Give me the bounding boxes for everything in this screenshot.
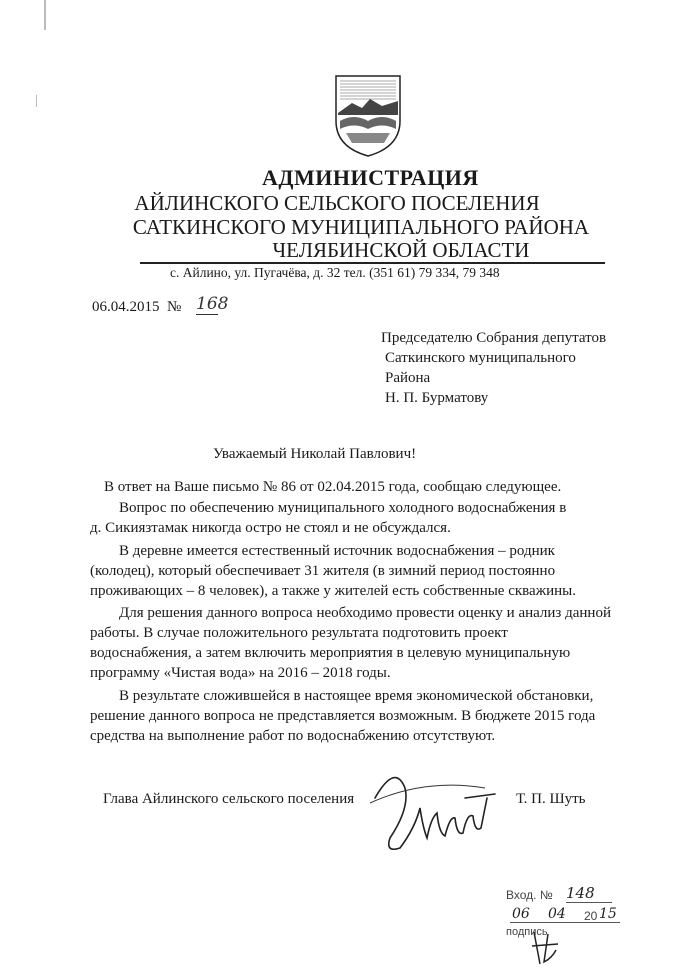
org-name-line: ЧЕЛЯБИНСКОЙ ОБЛАСТИ bbox=[272, 238, 530, 262]
body-line: Для решения данного вопроса необходимо провести оценку и анализ данной bbox=[119, 605, 611, 621]
body-line: (колодец), который обеспечивает 31 жителя (в зимний период постоянно bbox=[90, 563, 556, 579]
coat-of-arms-icon bbox=[332, 73, 404, 159]
greeting: Уважаемый Николай Павлович! bbox=[213, 446, 417, 462]
body-line: В деревне имеется естественный источник водоснабжения – родник bbox=[119, 543, 555, 559]
number-label: № bbox=[167, 299, 182, 315]
scan-mark bbox=[36, 95, 37, 107]
recipient-line: Н. П. Бурматову bbox=[385, 390, 489, 406]
body-line: средства на выполнение работ по водоснабжению отсутствуют. bbox=[90, 728, 496, 744]
scan-mark bbox=[44, 0, 46, 30]
org-name-line: АЙЛИНСКОГО СЕЛЬСКОГО ПОСЕЛЕНИЯ bbox=[134, 191, 540, 215]
body-line: проживающих – 8 человек), а также у жителей есть собственные скважины. bbox=[90, 583, 576, 599]
stamp-number: 148 bbox=[566, 884, 612, 903]
stamp-sign-label: подпись bbox=[506, 926, 548, 938]
body-line: В результате сложившейся в настоящее время экономической обстановки, bbox=[119, 688, 594, 704]
body-line: решение данного вопроса не представляется возможным. В бюджете 2015 года bbox=[90, 708, 596, 724]
org-name-line: САТКИНСКОГО МУНИЦИПАЛЬНОГО РАЙОНА bbox=[132, 215, 590, 239]
stamp-year-prefix: 20 bbox=[584, 909, 598, 923]
body-line: д. Сикиязтамак никогда остро не стоял и не обсуждался. bbox=[90, 520, 451, 536]
org-title: АДМИНИСТРАЦИЯ bbox=[262, 165, 479, 190]
handwritten-signature bbox=[365, 758, 505, 868]
body-line: В ответ на Ваше письмо № 86 от 02.04.2015 года, сообщаю следующее. bbox=[104, 479, 562, 495]
recipient-line: Района bbox=[385, 370, 431, 386]
org-address: с. Айлино, ул. Пугачёва, д. 32 тел. (351 61) 79 334, 79 348 bbox=[170, 265, 500, 280]
body-line: программу «Чистая вода» на 2016 – 2018 годы. bbox=[90, 665, 391, 681]
body-line: Вопрос по обеспечению муниципального холодного водоснабжения в bbox=[119, 500, 567, 516]
signatory-role: Глава Айлинского сельского поселения bbox=[103, 791, 355, 807]
stamp-date-underline bbox=[510, 922, 620, 923]
handwritten-letter-number: 168 bbox=[196, 294, 229, 314]
body-line: водоснабжения, а затем включить мероприятия в целевую муниципальную bbox=[90, 645, 571, 661]
stamp-initials-signature bbox=[528, 928, 564, 968]
body-line: работы. В случае положительного результата подготовить проект bbox=[90, 625, 508, 641]
recipient-line: Саткинского муниципального bbox=[385, 350, 576, 366]
recipient-line: Председателю Собрания депутатов bbox=[381, 330, 607, 346]
stamp-month: 04 bbox=[548, 906, 566, 922]
letter-date bbox=[92, 299, 181, 316]
header-divider bbox=[140, 262, 605, 264]
stamp-label: Вход. № bbox=[506, 888, 553, 902]
stamp-year-suffix: 15 bbox=[599, 906, 617, 922]
signatory-name: Т. П. Шуть bbox=[516, 791, 586, 807]
stamp-day: 06 bbox=[512, 906, 530, 922]
date-value: 06.04.2015 bbox=[92, 299, 160, 315]
